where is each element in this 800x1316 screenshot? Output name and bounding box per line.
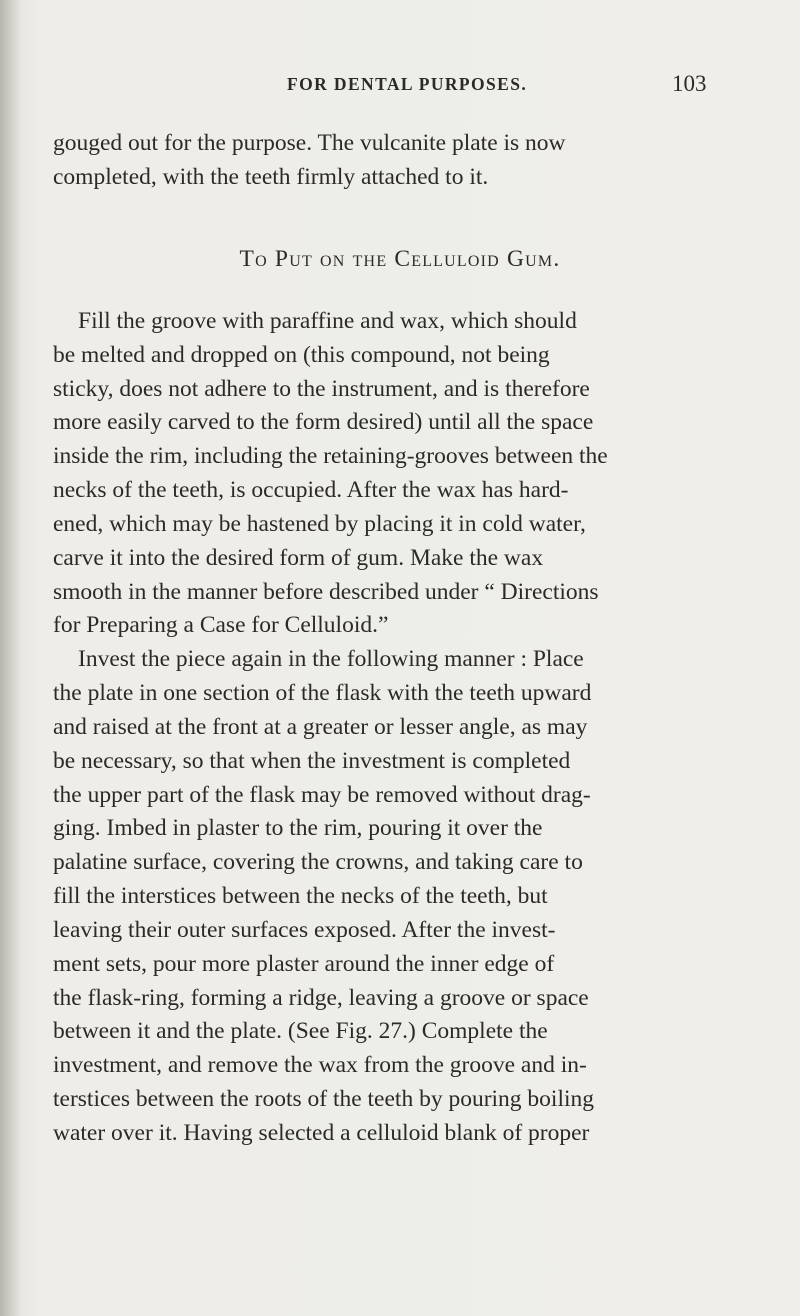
text-line: necks of the teeth, is occupied. After the wax has hard- xyxy=(53,477,569,503)
section-heading: To Put on the Celluloid Gum. xyxy=(239,246,561,272)
text-line: more easily carved to the form desired) until all the space xyxy=(53,409,594,435)
text-line: Invest the piece again in the following manner : Place xyxy=(78,646,584,672)
text-line: sticky, does not adhere to the instrument, and is therefore xyxy=(53,376,590,402)
text-line: ging. Imbed in plaster to the rim, pouring it over the xyxy=(53,815,543,841)
text-line: the upper part of the flask may be removed without drag- xyxy=(53,782,591,808)
text-line: the plate in one section of the flask with the teeth upward xyxy=(53,680,592,706)
text-line: and raised at the front at a greater or lesser angle, as may xyxy=(53,714,588,740)
text-line: water over it. Having selected a celluloid blank of proper xyxy=(53,1120,590,1146)
text-line: be melted and dropped on (this compound, not being xyxy=(53,342,550,368)
text-line: leaving their outer surfaces exposed. After the invest- xyxy=(53,917,556,943)
text-line: investment, and remove the wax from the groove and in- xyxy=(53,1052,587,1078)
text-line: ened, which may be hastened by placing it in cold water, xyxy=(53,511,586,537)
text-line: terstices between the roots of the teeth by pouring boiling xyxy=(53,1086,595,1112)
text-line: between it and the plate. (See Fig. 27.) Complete the xyxy=(53,1018,548,1044)
text-line: smooth in the manner before described under “ Directions xyxy=(53,579,599,605)
text-line: carve it into the desired form of gum. Make the wax xyxy=(53,545,544,571)
text-line: Fill the groove with paraffine and wax, which should xyxy=(78,308,577,334)
text-line: completed, with the teeth firmly attached to it. xyxy=(53,164,489,190)
running-head xyxy=(0,71,800,104)
text-line: ment sets, pour more plaster around the inner edge of xyxy=(53,951,555,977)
text-line: inside the rim, including the retaining-grooves between the xyxy=(53,443,608,469)
binding-gutter-shadow xyxy=(0,0,22,1316)
text-line: palatine surface, covering the crowns, and taking care to xyxy=(53,849,583,875)
text-line: be necessary, so that when the investment is completed xyxy=(53,748,571,774)
text-line: the flask-ring, forming a ridge, leaving a groove or space xyxy=(53,985,589,1011)
text-line: gouged out for the purpose. The vulcanite plate is now xyxy=(53,130,566,156)
running-title: FOR DENTAL PURPOSES. xyxy=(287,74,528,94)
text-line: fill the interstices between the necks of the teeth, but xyxy=(53,883,548,909)
page-number: 103 xyxy=(672,71,707,96)
text-line: for Preparing a Case for Celluloid.” xyxy=(53,612,389,638)
